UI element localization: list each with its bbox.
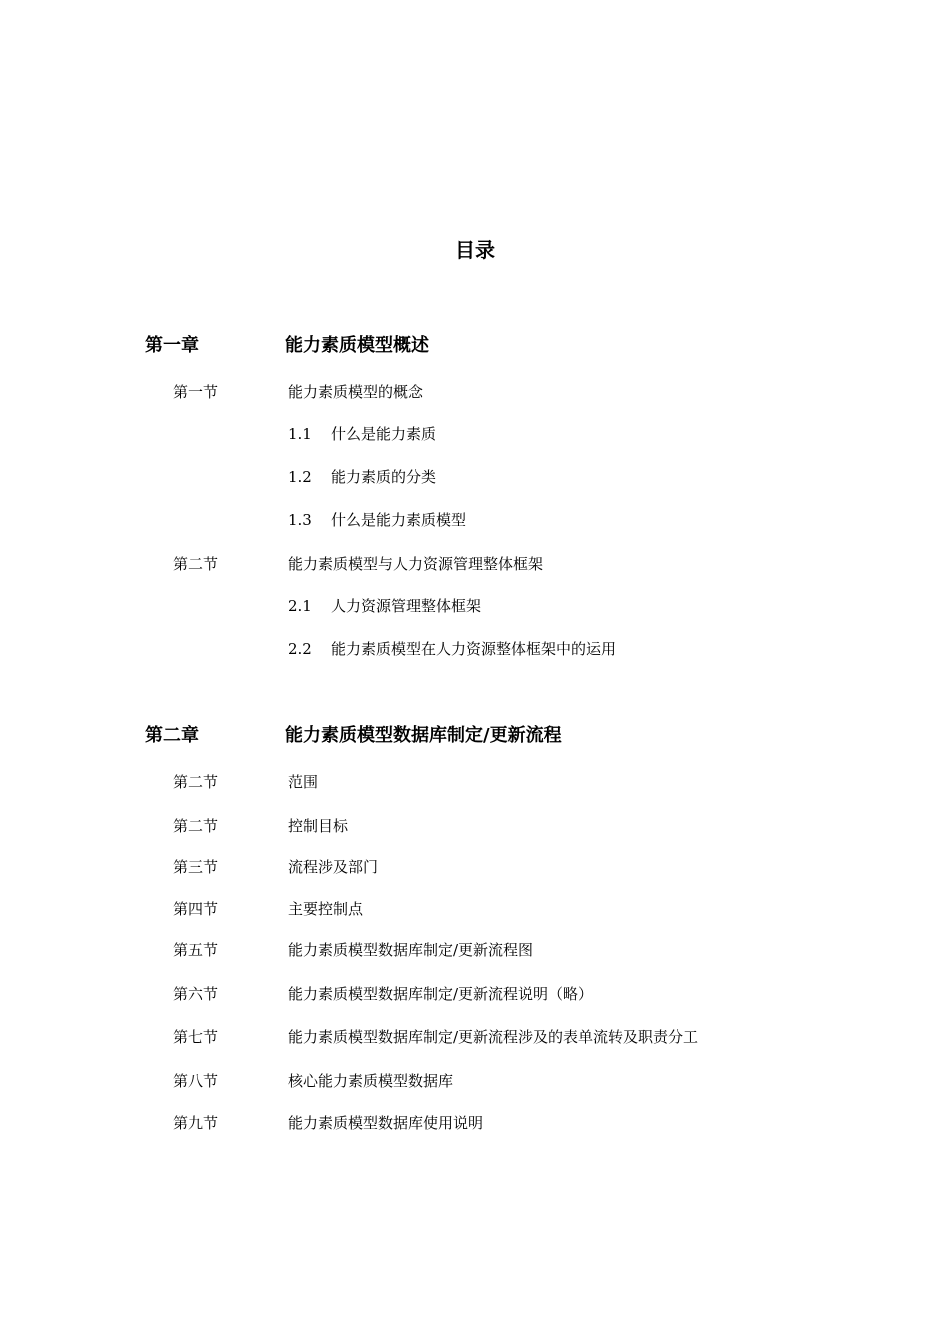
toc-title: 目录 <box>455 238 495 262</box>
subsection-number: 1.2 <box>288 468 312 486</box>
section-title: 能力素质模型数据库制定/更新流程图 <box>288 941 534 959</box>
chapter-label: 第一章 <box>145 335 199 356</box>
subsection-title: 什么是能力素质 <box>331 425 437 443</box>
section-title: 能力素质模型数据库制定/更新流程说明（略） <box>288 985 594 1003</box>
section-label: 第三节 <box>173 858 219 876</box>
section-title: 能力素质模型数据库使用说明 <box>288 1114 484 1132</box>
section-title: 控制目标 <box>288 817 349 835</box>
section-title: 流程涉及部门 <box>288 858 379 876</box>
subsection-number: 2.1 <box>288 597 312 615</box>
subsection-title: 能力素质模型在人力资源整体框架中的运用 <box>331 640 617 658</box>
section-title: 能力素质模型的概念 <box>288 383 424 401</box>
section-title: 范围 <box>288 773 319 791</box>
section-label: 第二节 <box>173 817 219 835</box>
section-label: 第七节 <box>173 1028 219 1046</box>
section-label: 第八节 <box>173 1072 219 1090</box>
subsection-number: 1.3 <box>288 511 312 529</box>
section-label: 第六节 <box>173 985 219 1003</box>
chapter-title: 能力素质模型概述 <box>285 335 429 356</box>
section-label: 第九节 <box>173 1114 219 1132</box>
subsection-title: 人力资源管理整体框架 <box>331 597 482 615</box>
section-label: 第五节 <box>173 941 219 959</box>
section-title: 主要控制点 <box>288 900 364 918</box>
section-title: 能力素质模型与人力资源管理整体框架 <box>288 555 544 573</box>
chapter-title: 能力素质模型数据库制定/更新流程 <box>285 725 562 746</box>
subsection-title: 什么是能力素质模型 <box>331 511 467 529</box>
section-label: 第一节 <box>173 383 219 401</box>
section-title: 能力素质模型数据库制定/更新流程涉及的表单流转及职责分工 <box>288 1028 699 1046</box>
section-label: 第二节 <box>173 773 219 791</box>
chapter-label: 第二章 <box>145 725 199 746</box>
section-title: 核心能力素质模型数据库 <box>288 1072 454 1090</box>
subsection-number: 1.1 <box>288 425 312 443</box>
section-label: 第四节 <box>173 900 219 918</box>
subsection-number: 2.2 <box>288 640 312 658</box>
section-label: 第二节 <box>173 555 219 573</box>
subsection-title: 能力素质的分类 <box>331 468 437 486</box>
